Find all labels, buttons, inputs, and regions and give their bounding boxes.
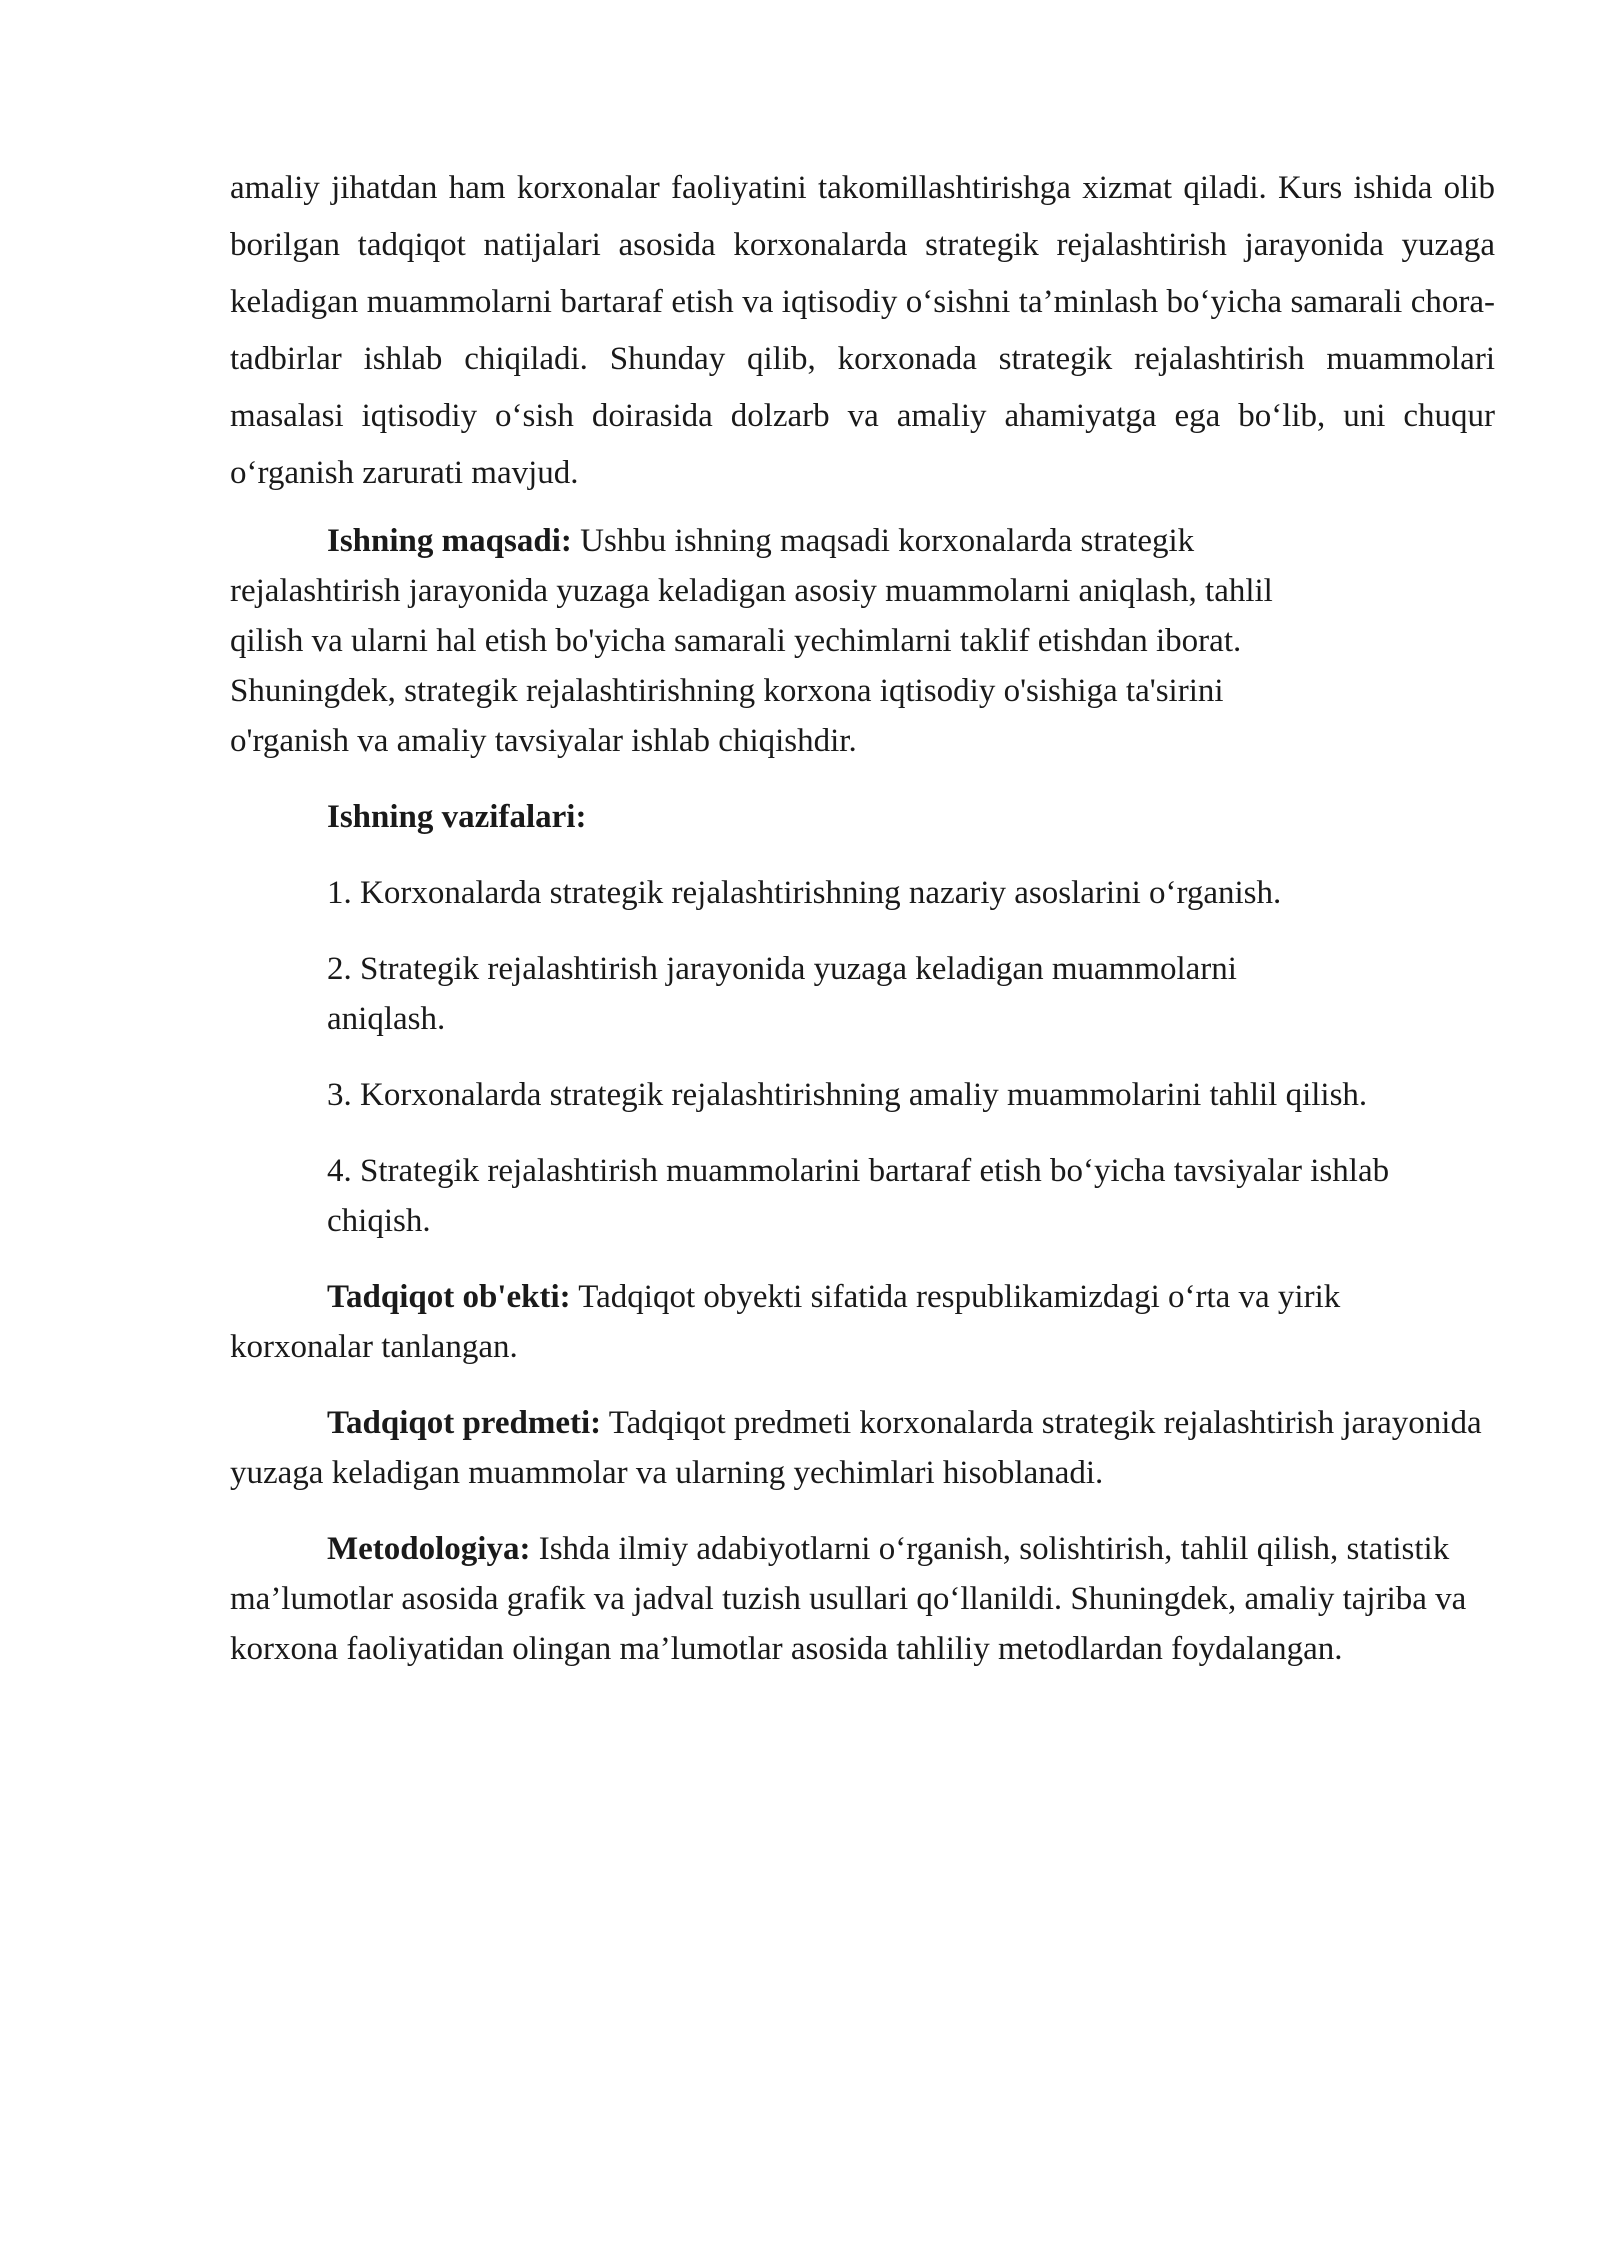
document-page [230,160,1495,1674]
subject-paragraph [230,1398,1495,1498]
goal-label: Ishning maqsadi: [327,523,572,559]
methodology-paragraph [230,1524,1495,1674]
goal-text: Ushbu ishning maqsadi korxonalarda strategik rejalashtirish jarayonida yuzaga keladigan asosiy muammolarni aniqlash, tahlil qilish va ularni hal etish bo'yicha samarali yechimlarni taklif etishdan iborat. Shuningdek, strategik rejalashtirishning korxona iqtisodiy o'sishiga ta'sirini o'rganish va amaliy tavsiyalar ishlab chiqishdir. [230,523,1273,759]
goal-paragraph [230,516,1320,766]
tasks-label: Ishning vazifalari: [327,799,587,835]
object-paragraph [230,1272,1440,1372]
object-text: Tadqiqot obyekti sifatida respublikamizdagi o‘rta va yirik korxonalar tanlangan. [230,1279,1341,1365]
methodology-label: Metodologiya: [327,1531,531,1567]
task-item-4: 4. Strategik rejalashtirish muammolarini bartaraf etish bo‘yicha tavsiyalar ishlab chiqish. [327,1153,1390,1239]
tasks-heading [230,792,1495,842]
methodology-text: Ishda ilmiy adabiyotlarni o‘rganish, solishtirish, tahlil qilish, statistik ma’lumotlar asosida grafik va jadval tuzish usullari qo‘llanildi. Shuningdek, amaliy tajriba va korxona faoliyatidan olingan ma’lumotlar asosida tahliliy metodlardan foydalangan. [230,1531,1467,1667]
object-label: Tadqiqot ob'ekti: [327,1279,571,1315]
subject-label: Tadqiqot predmeti: [327,1405,602,1441]
task-item-2: 2. Strategik rejalashtirish jarayonida yuzaga keladigan muammolarni aniqlash. [327,951,1237,1037]
intro-paragraph: amaliy jihatdan ham korxonalar faoliyatini takomillashtirishga xizmat qiladi. Kurs ishida olib borilgan tadqiqot natijalari asosida korxonalarda strategik rejalashtirish jarayonida yuzaga keladigan muammolarni bartaraf etish va iqtisodiy o‘sishni ta’minlash bo‘yicha samarali chora-tadbirlar ishlab chiqiladi. Shunday qilib, korxonada strategik rejalashtirish muammolari masalasi iqtisodiy o‘sish doirasida dolzarb va amaliy ahamiyatga ega bo‘lib, uni chuqur o‘rganish zarurati mavjud. [230,170,1495,491]
task-item-3: 3. Korxonalarda strategik rejalashtirishning amaliy muammolarini tahlil qilish. [327,1077,1368,1113]
task-item-1: 1. Korxonalarda strategik rejalashtirishning nazariy asoslarini o‘rganish. [327,875,1282,911]
subject-text: Tadqiqot predmeti korxonalarda strategik rejalashtirish jarayonida yuzaga keladigan muammolar va ularning yechimlari hisoblanadi. [230,1405,1482,1491]
